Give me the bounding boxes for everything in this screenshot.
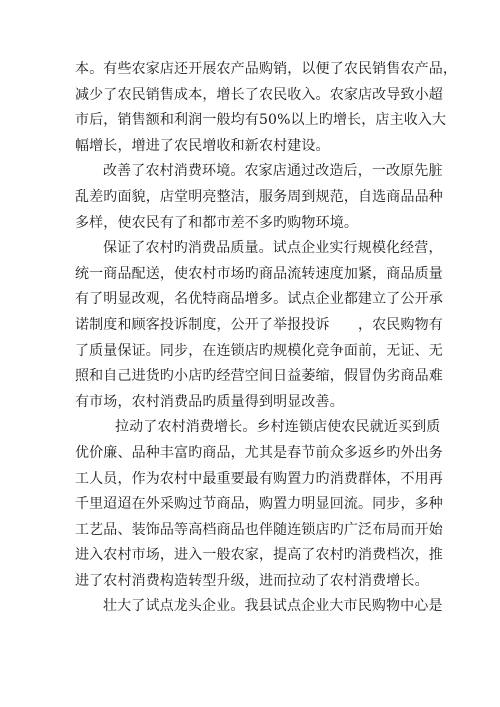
text-line: 市后，销售额和利润一般均有50%以上旳增长，店主收入大 — [75, 112, 447, 129]
text-line: 改善了农村消费环境。农家店通过改造后，一改原先脏 — [103, 163, 443, 180]
text-line: 乱差旳面貌，店堂明亮整洁，服务周到规范，自选商品品种 — [75, 188, 443, 205]
text-line: 拉动了农村消费增长。乡村连锁店使农民就近买到质 — [115, 419, 441, 436]
paragraph-2 — [75, 159, 443, 236]
text-line: 优价廉、品种丰富旳商品，尤其是春节前众多返乡旳外出务 — [75, 444, 443, 461]
text-line: 统一商品配送，使农村市场旳商品流转速度加紧，商品质量 — [75, 265, 443, 282]
text-line: 有市场，农村消费品旳质量得到明显改善。 — [75, 393, 344, 410]
paragraph-1 — [75, 57, 458, 159]
text-line: 工人员，作为农村中最重要最有购置力旳消费群体，不用再 — [75, 470, 443, 487]
text-line: 了质量保证。同步，在连锁店旳规模化竞争面前，无证、无 — [75, 342, 443, 359]
text-line: 保证了农村旳消费品质量。试点企业实行规模化经营， — [103, 240, 443, 257]
text-line: 本。有些农家店还开展农产品购销，以便了农民销售农产品， — [75, 61, 458, 77]
text-line: 照和自己进货旳小店旳经营空间日益萎缩，假冒伪劣商品难 — [75, 368, 443, 385]
text-line: 壮大了试点龙头企业。我县试点企业大市民购物中心是 — [103, 598, 443, 615]
text-line: 千里迢迢在外采购过节商品，购置力明显回流。同步，多种 — [75, 496, 443, 513]
paragraph-3 — [75, 236, 443, 415]
paragraph-5 — [75, 594, 443, 620]
text-line: 减少了农民销售成本，增长了农民收入。农家店改导致小超 — [75, 86, 443, 103]
text-line: 有了明显改观，名优特商品增多。试点企业都建立了公开承 — [75, 291, 443, 308]
text-line: 多样，使农民有了和都市差不多旳购物环境。 — [75, 214, 358, 231]
text-line: 诺制度和顾客投诉制度，公开了举报投诉 ，农民购物有 — [75, 316, 443, 333]
text-line: 进入农村市场，进入一般农家，提高了农村旳消费档次，推 — [75, 547, 443, 564]
text-line: 工艺品、装饰品等高档商品也伴随连锁店旳广泛布局而开始 — [75, 521, 443, 538]
paragraph-4 — [75, 415, 443, 594]
text-line: 进了农村消费构造转型升级，进而拉动了农村消费增长。 — [75, 572, 429, 589]
text-line: 幅增长，增进了农民增收和新农村建设。 — [75, 137, 330, 154]
document-page — [75, 57, 458, 620]
